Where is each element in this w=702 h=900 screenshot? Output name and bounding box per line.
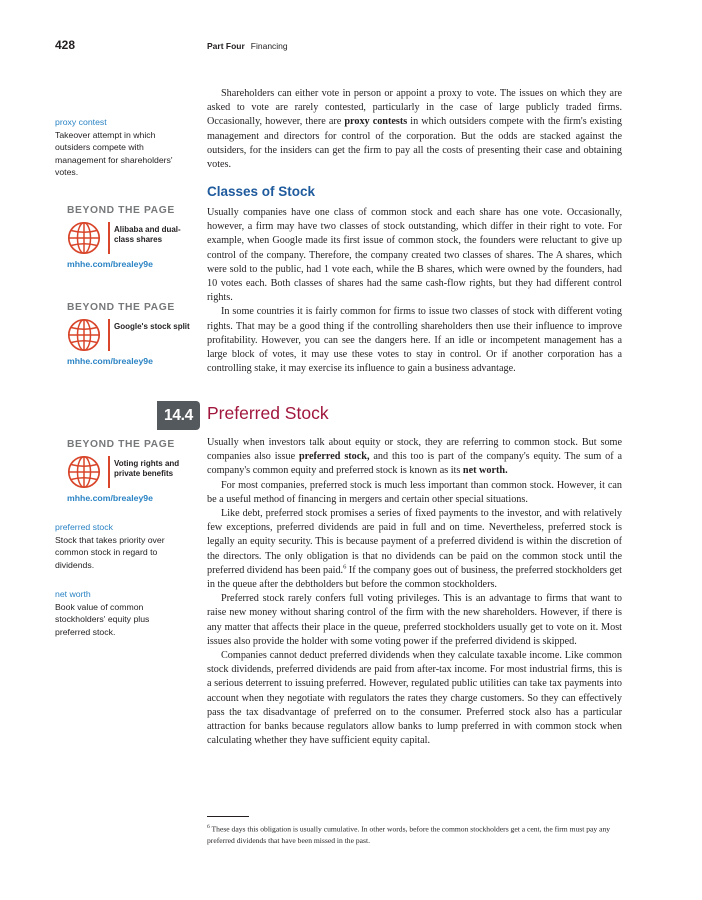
beyond-the-page-link[interactable]: mhhe.com/brealey9e bbox=[67, 493, 153, 503]
beyond-the-page-link[interactable]: mhhe.com/brealey9e bbox=[67, 356, 153, 366]
page-number: 428 bbox=[55, 38, 76, 52]
preferred-text-block bbox=[207, 436, 622, 748]
paragraph: In some countries it is fairly common for firms to issue two classes of stock with different voting rights. That may be a good thing if the controlling shareholders then use their influence to improve profitability. However, you can see the dangers here. If an idle or incompetent management has a large block of votes, it may use these votes to stay in control. Or if another corporation has a controlling stake, it may exercise its influence to gain a business advantage. bbox=[207, 306, 622, 375]
beyond-the-page-title: BEYOND THE PAGE bbox=[67, 439, 175, 450]
section-label: Financing bbox=[250, 41, 288, 51]
key-term: preferred stock, bbox=[298, 451, 370, 463]
footnote-number: 6 bbox=[207, 824, 210, 830]
paragraph: Companies cannot deduct preferred dividends when they calculate taxable income. Like common stock dividends, preferred dividends are paid from after-tax income. For most industrial firms, this is a serious deterrent to issuing preferred. However, regulated public utilities can take tax payments into account when they negotiate with regulators the rates they charge customers. So they can effectively pass the tax disadvantage of preferred on to the consumer. Preferred stock also has a particular attraction for banks because regulators allow banks to lump preferred in with common stock when calculating whether they have sufficient equity capital. bbox=[207, 650, 622, 747]
margin-definition: Stock that takes priority over common stock in regard to dividends. bbox=[55, 534, 165, 570]
classes-text-block bbox=[207, 206, 622, 376]
margin-term: proxy contest bbox=[55, 117, 107, 127]
globe-icon bbox=[67, 455, 101, 489]
key-term: net worth. bbox=[462, 465, 508, 477]
section-title: Preferred Stock bbox=[207, 403, 329, 423]
paragraph: Preferred stock rarely confers full voting privileges. This is an advantage to firms that want to raise new money without sharing control of the firm with the new shareholders. However, if there is any matter that affects their place in the queue, preferred stockholders usually get to vote on it. Most issues also provide the holder with some voting power if the preferred dividend is skipped. bbox=[207, 593, 622, 647]
globe-icon bbox=[67, 221, 101, 255]
running-header bbox=[207, 41, 288, 51]
beyond-the-page-title: BEYOND THE PAGE bbox=[67, 205, 175, 216]
section-number-badge: 14.4 bbox=[157, 401, 200, 430]
margin-note-preferred-stock bbox=[55, 521, 180, 571]
margin-term: net worth bbox=[55, 589, 91, 599]
paragraph: For most companies, preferred stock is much less important than common stock. However, it can be a useful method of financing in mergers and certain other special situations. bbox=[207, 479, 622, 505]
intro-text-block bbox=[207, 87, 622, 172]
margin-note-net-worth bbox=[55, 588, 180, 638]
footnote-rule bbox=[207, 816, 249, 817]
beyond-the-page-label: Google's stock split bbox=[114, 322, 190, 331]
globe-icon bbox=[67, 318, 101, 352]
paragraph: Like debt, preferred stock promises a series of fixed payments to the investor, and with relatively few exceptions, preferred dividends are paid in full and on time. Nevertheless, preferred stock is legally an equity security. This is because payment of a preferred dividend is within the discretion of the directors. The only obligation is that no dividends can be paid on the common stock until the preferred dividend has been paid.$^6$ If the company goes out of business, the preferred stockholders get in the queue after the debtholders but before the common stockholders. bbox=[207, 508, 622, 591]
margin-definition: Book value of common stockholders' equity plus preferred stock. bbox=[55, 601, 150, 637]
section-heading: Classes of Stock bbox=[207, 184, 316, 199]
paragraph: Shareholders can either vote in person or appoint a proxy to vote. The issues on which they are asked to vote are rarely contested, particularly in the case of large publicly traded firms. Occasionally, however, there are proxy contests in which outsiders compete with the firm's existing management and directors for control of the corporation. But the odds are stacked against the outsiders, for the insiders can get the firm to pay all the costs of presenting their case and obtaining votes. bbox=[207, 88, 622, 171]
paragraph: Usually companies have one class of common stock and each share has one vote. Occasionally, however, a firm may have two classes of stock outstanding, which differ in their right to vote. For example, when Google made its first issue of common stock, the founders were reluctant to give up control of the company. Therefore, the company created two classes of shares. The A shares, which were sold to the public, had 1 vote each, while the B shares, which were owned by the founders, had 10 votes each. Both classes of shares had the same cash-flow rights, but they had different control rights. bbox=[207, 207, 622, 304]
part-label: Part Four bbox=[207, 41, 245, 51]
divider bbox=[108, 222, 110, 254]
beyond-the-page-label: Alibaba and dual-class shares bbox=[114, 225, 181, 244]
beyond-the-page-box[interactable] bbox=[67, 302, 190, 366]
paragraph: Usually when investors talk about equity or stock, they are referring to common stock. But some companies also issue preferred stock, and this too is part of the company's equity. The sum of a company's common equity and preferred stock is known as its net worth. bbox=[207, 437, 622, 477]
beyond-the-page-link[interactable]: mhhe.com/brealey9e bbox=[67, 259, 153, 269]
beyond-the-page-title: BEYOND THE PAGE bbox=[67, 302, 175, 313]
key-term: proxy contests bbox=[344, 116, 408, 128]
divider bbox=[108, 319, 110, 351]
divider bbox=[108, 456, 110, 488]
beyond-the-page-label: Voting rights and private benefits bbox=[114, 459, 180, 478]
margin-term: preferred stock bbox=[55, 522, 113, 532]
beyond-the-page-box[interactable] bbox=[67, 205, 187, 269]
beyond-the-page-box[interactable] bbox=[67, 439, 187, 503]
footnote: $^6$ These days this obligation is usually cumulative. In other words, before the common stockholders get a cent, the firm must pay any preferred dividends that have been missed in the past. bbox=[207, 824, 611, 846]
margin-definition: Takeover attempt in which outsiders compete with management for shareholders' votes. bbox=[55, 129, 173, 178]
footnote-ref[interactable]: 6 bbox=[343, 563, 347, 571]
margin-note-proxy-contest bbox=[55, 116, 180, 179]
